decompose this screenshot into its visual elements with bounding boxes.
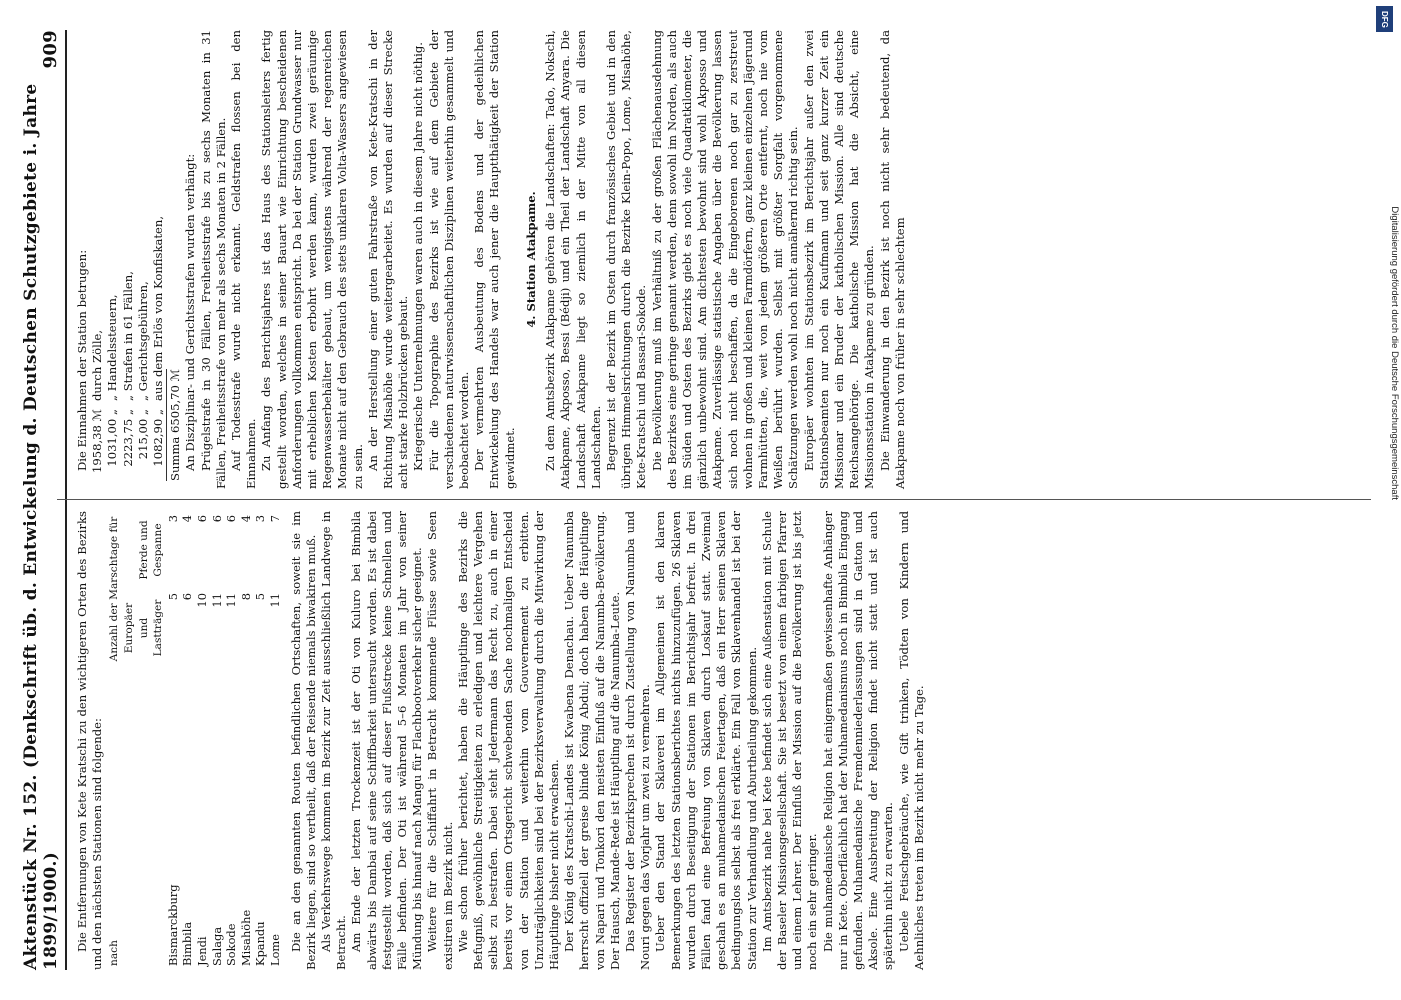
paragraph: Uebele Fetischgebräuche, wie Gift trinken, Tödten von Kindern und Aehnliches treten im Bezirk nicht mehr zu Tage.	[896, 511, 926, 970]
days-animals: 7	[267, 515, 282, 523]
running-title: Aktenstück Nr. 152. (Denkschrift üb. d. Entwickelung d. Deutschen Schutzgebiete i. Jahre 1899/1900.)	[21, 83, 61, 970]
paragraph: Die an den genannten Routen befindlichen Ortschaften, soweit sie im Bezirk liegen, sind so vertheilt, daß der Reisende niemals biwakiren muß.	[288, 511, 318, 970]
place-name: Misahöhe	[238, 909, 253, 966]
paragraph: An Disziplinar- und Gerichtsstrafen wurden verhängt:	[183, 153, 198, 471]
table-header-top: Anzahl der Marschtage für	[108, 516, 121, 662]
two-column-body	[75, 30, 1393, 970]
income-source: „ Strafen in 61 Fällen,	[120, 271, 135, 401]
distances-table	[107, 511, 282, 970]
paragraph: Im Amtsbezirk nahe bei Kete befindet sich eine Außenstation mit Schule der Baseler Missionsgesellschaft. Sie ist besetzt von einem farbigen Pfarrer und einem Lehrer. Der Einfluß der Mission auf die Bevölkerung ist bis jetzt noch ein sehr geringer.	[759, 511, 820, 970]
table-row	[239, 511, 254, 970]
document-page	[13, 10, 1383, 990]
days-europeans: 10	[194, 593, 209, 608]
days-europeans: 5	[253, 593, 268, 601]
place-name: Jendi	[194, 936, 209, 966]
income-row	[151, 30, 166, 489]
days-animals: 6	[224, 515, 239, 523]
paragraph: Wie schon früher berichtet, haben die Häuptlinge des Bezirks die Befugniß, gewöhnliche Streitigkeiten zu erledigen und leichtere Vergehen selbst zu bestrafen. Dabei steht Jedermann das Recht zu, auch in einer bereits vor einem Ortsgericht schwebenden Sache nochmaligen Entscheid von der Station und weiterhin vom Gouvernement zu erbitten. Unzuträglichkeiten sind bei der Bezirksverwaltung durch die Mitwirkung der Häuptlinge bisher nicht erwachsen.	[455, 511, 561, 970]
table-row	[195, 511, 210, 970]
paragraph: Weitere für die Schiffahrt in Betracht kommende Flüsse sowie Seen existiren im Bezirk nicht.	[425, 511, 455, 970]
right-column	[75, 30, 1393, 489]
days-europeans: 11	[224, 593, 239, 608]
paragraph: Europäer wohnten im Stationsbezirk im Berichtsjahr außer den zwei Stationsbeamten nur noch ein Kaufmann und seit ganz kurzer Zeit ein Missionar und ein Bruder der katholischen Mission. Alle sind deutsche Reichsangehörige. Die katholische Mission hat die Absicht, eine Missionsstation in Atakpame zu gründen.	[801, 30, 877, 489]
section-heading: 4. Station Atakpame.	[523, 191, 538, 328]
income-row	[121, 30, 136, 489]
days-animals: 4	[180, 515, 195, 523]
table-row	[268, 511, 283, 970]
dfg-watermark-strip	[1371, 0, 1401, 1000]
paragraph: Zu dem Amtsbezirk Atakpame gehören die Landschaften: Tado, Nokschi, Atakpame, Akposso, Bessi (Bédji) und ein Theil der Landschaft Anyara. Die Landschaft Atakpame liegt so ziemlich in der Mitte von all diesen Landschaften.	[543, 30, 603, 489]
paragraph: Der König des Kratschi-Landes ist Kwabena Denachau. Ueber Nanumba herrscht offiziell der greise blinde König Abdul; doch haben die Häuptlinge von Napari und Tonkori den meisten Einfluß auf die Nanumba-Bevölkerung. Der Hausch, Mande-Rede ist Häuptling auf die Nanumba-Leute.	[562, 511, 622, 970]
income-source: „ Handelssteuern,	[105, 294, 120, 401]
paragraph: Am Ende der letzten Trockenzeit ist der Oti von Kuluro bei Bimbila abwärts bis Dambai auf seine Schiffbarkeit untersucht worden. Es ist dabei festgestellt worden, daß sich auf dieser Flußstrecke keine Schnellen und Fälle befinden. Der Oti ist während 5–6 Monaten im Jahr von seiner Mündung bis hinauf nach Mangu für Flachbootverkehr sicher geeignet.	[349, 511, 425, 970]
section-paragraphs	[543, 30, 908, 489]
income-intro: Die Einnahmen der Station betrugen:	[75, 249, 89, 471]
paragraph: Ueber den Stand der Sklaverei im Allgemeinen ist den klaren Bemerkungen des letzten Stationsberichtes nichts hinzuzufügen. 26 Sklaven wurden durch Beseitigung der Stationen im Berichtsjahr befreit. In drei Fällen fand eine Befreiung von Sklaven durch Loskauf statt. Zweimal geschah es an muhamedanischen Feiertagen, daß ein Herr seinen Sklaven bedingungslos selbst als frei erklärte. Ein Fall von Sklavenhandel ist bei der Station zur Verhandlung und Aburtheilung gekommen.	[653, 511, 759, 970]
page-header	[21, 30, 67, 970]
income-amount: 1082,90 „	[151, 409, 166, 467]
table-header-col1: Europäer und Lastträger	[123, 599, 165, 657]
income-row	[90, 30, 105, 489]
place-name: Salaga	[209, 926, 224, 966]
income-row	[136, 30, 151, 489]
income-source: „ Gerichtsgebühren,	[135, 281, 150, 401]
distances-intro: Die Entfernungen von Kete Kratschi zu den wichtigeren Orten des Bezirks und den nächsten Stationen sind folgende:	[75, 511, 105, 970]
paragraph: Auf Todesstrafe wurde nicht erkannt. Geldstrafen flossen bei den Einnahmen.	[229, 30, 259, 489]
income-source: durch Zölle,	[90, 329, 105, 401]
paragraph: Kriegerische Unternehmungen waren auch in diesem Jahre nicht nöthig.	[411, 42, 426, 471]
days-europeans: 6	[180, 593, 195, 601]
days-europeans: 11	[267, 593, 282, 608]
days-europeans: 8	[238, 593, 253, 601]
income-source: aus dem Erlös von Konfiskaten,	[151, 215, 166, 401]
paragraph: Für die Topographie des Bezirks ist wie auf dem Gebiete der verschiedenen naturwissenschaftlichen Disziplinen weiterhin gesammelt und beobachtet worden.	[426, 30, 472, 489]
paragraph: Begrenzt ist der Bezirk im Osten durch französisches Gebiet und in den übrigen Himmelsrichtungen durch die Bezirke Klein-Popo, Lome, Misahöhe, Kete-Kratschi und Bassari-Sokode.	[603, 30, 649, 489]
rotated-page	[13, 10, 1383, 990]
paragraph: Der vermehrten Ausbeutung des Bodens und der gedeihlichen Entwickelung des Handels war auch jener die Hauptthätigkeit der Station gewidmet.	[472, 30, 517, 489]
days-animals: 3	[165, 515, 180, 523]
days-animals: 4	[238, 515, 253, 523]
table-header-col2: Pferde und Gespanne	[137, 520, 165, 580]
paragraph: Zu Anfang des Berichtsjahres ist das Haus des Stationsleiters fertig gestellt worden, welches in seiner Bauart wie Einrichtung bescheidenen Anforderungen vollkommen entspricht. Da bei der Station Grundwasser nur mit erheblichen Kosten erbohrt werden kann, wurden zwei geräumige Regenwasserbehälter gebaut, um wenigstens während der regenreichen Monate nicht auf den Gebrauch des stets unklaren Volta-Wassers angewiesen zu sein.	[259, 30, 365, 489]
paragraph: Die Einwanderung in den Bezirk ist noch nicht sehr bedeutend, da Atakpame noch von früher in sehr schlechtem	[877, 30, 907, 489]
days-europeans: 5	[165, 593, 180, 601]
income-row	[105, 30, 120, 489]
income-block	[75, 30, 183, 489]
table-row	[180, 511, 195, 970]
right-paragraphs	[183, 30, 517, 489]
left-paragraphs	[289, 511, 928, 970]
table-row	[210, 511, 225, 970]
table-row	[224, 511, 239, 970]
paragraph: Das Register der Bezirksprechen ist durch Zustellung von Nanumba und Nouri gegen das Vorjahr um zwei zu vermehren.	[623, 511, 653, 970]
days-europeans: 11	[209, 593, 224, 608]
income-amount: 215,00 „	[135, 409, 150, 460]
paragraph: Als Verkehrswege kommen im Bezirk zur Zeit ausschließlich Landwege in Betracht.	[318, 511, 349, 970]
place-name: Bimbila	[180, 921, 195, 966]
income-sum: Summa 6505,70 ℳ	[168, 368, 183, 481]
days-animals: 3	[253, 515, 268, 523]
paragraph: Die muhamedanische Religion hat einigermaßen gewissenhafte Anhänger nur in Kete. Oberflächlich hat der Muhamedanismus noch in Bimbila Eingang gefunden. Muhamedanische Fremdenniederlassungen sind in Gatton und Aksole. Eine Ausbreitung der Religion findet nicht statt und ist auch späterhin nicht zu erwarten.	[820, 511, 896, 970]
left-column	[75, 511, 1393, 970]
place-name: Bismarckburg	[165, 884, 180, 966]
place-name: Kpandu	[253, 921, 268, 966]
table-header-nach: nach	[108, 940, 121, 966]
income-amount: 1958,38 ℳ	[90, 409, 105, 474]
dfg-watermark-text: Digitalisierung gefördert durch die Deutsche Forschungsgemeinschaft	[1389, 206, 1401, 500]
table-row	[166, 511, 181, 970]
income-amount: 2223,75 „	[120, 409, 135, 467]
dfg-logo: DFG	[1376, 6, 1393, 32]
place-name: Sokode	[224, 923, 239, 966]
paragraph: Prügelstrafe in 30 Fällen, Freiheitsstrafe bis zu sechs Monaten in 31 Fällen, Freiheitsstrafe von mehr als sechs Monaten in 2 Fällen.	[198, 30, 228, 489]
paragraph: Die Bevölkerung muß im Verhältniß zu der großen Flächenausdehnung des Bezirkes eine geringe genannt werden, denn sowohl im Norden, als auch im Süden und Osten des Bezirks giebt es noch viele Quadratkilometer, die gänzlich unbewohnt sind. Am dichtesten bewohnt sind wohl Akposso und Atakpame. Zuverlässige statistische Angaben über die Bevölkerung lassen sich noch nicht beschaffen, da die Eingeborenen noch gar zu zerstreut wohnen in großen und kleinen Farmdörfern, ganz kleinen einzelnen Jägerund Farmhütten, die, weit von jedem größeren Orte entfernt, noch nie vom Weißen berührt wurden. Selbst mit größter Sorgfalt vorgenommene Schätzungen werden wohl noch nicht annähernd richtig sein.	[649, 30, 801, 489]
place-name: Lome	[267, 934, 282, 966]
page-number: 909	[40, 30, 61, 69]
paragraph: An der Herstellung einer guten Fahrstraße von Kete-Kratschi in der Richtung Misahöhe wurde weitergearbeitet. Es wurden auf dieser Strecke acht starke Holzbrücken gebaut.	[365, 30, 411, 489]
income-amount: 1031,00 „	[105, 409, 120, 467]
column-divider	[57, 499, 1383, 500]
days-animals: 6	[194, 515, 209, 523]
days-animals: 6	[209, 515, 224, 523]
table-row	[253, 511, 268, 970]
